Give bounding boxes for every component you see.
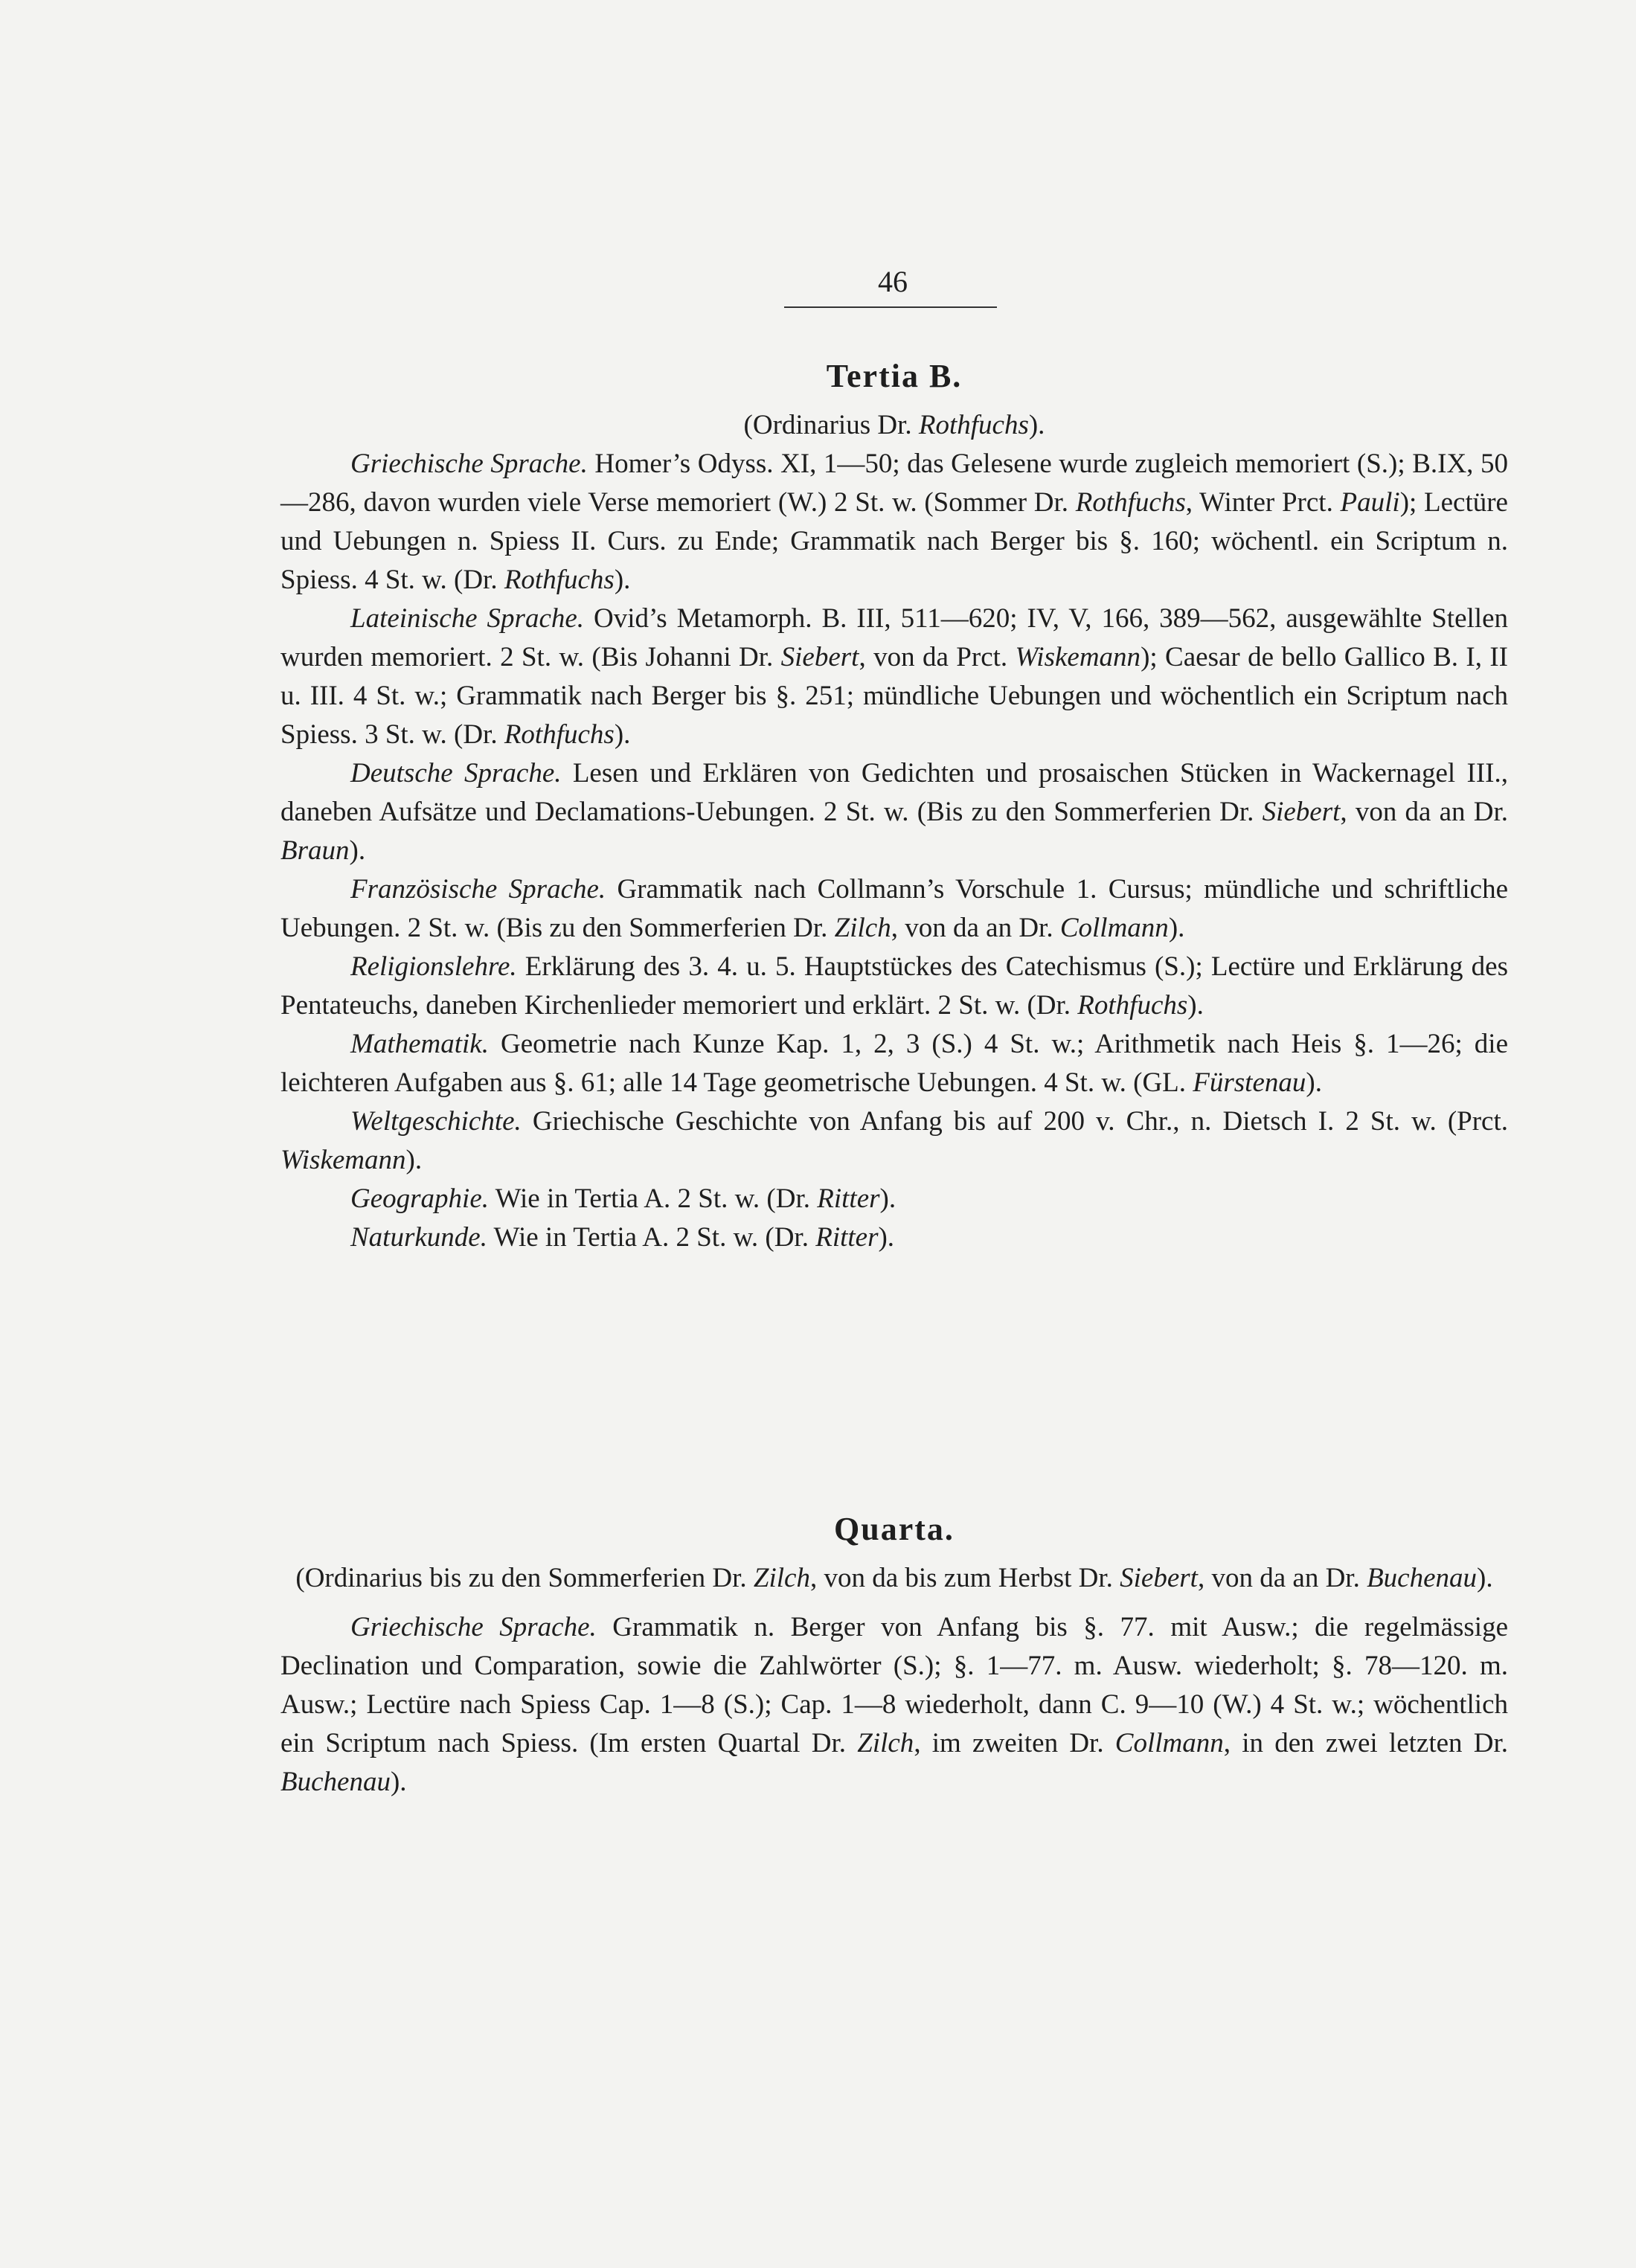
teacher-name: Buchenau [280,1767,391,1797]
teacher-name: Rothfuchs [1075,487,1186,518]
subject-label: Mathematik. [350,1029,489,1059]
section-quarta [280,1510,1508,1802]
subject-label: Deutsche Sprache. [350,758,562,788]
teacher-name: Zilch [857,1728,914,1758]
teacher-name: Fürstenau [1193,1067,1306,1098]
teacher-name: Siebert [1262,797,1341,827]
teacher-name: Siebert [780,642,859,672]
subject-label: Weltgeschichte. [350,1106,522,1137]
teacher-name: Collmann [1059,913,1169,943]
subject-paragraph-naturkunde: Naturkunde. Wie in Tertia A. 2 St. w. (Dr. Ritter). [350,1222,895,1253]
teacher-name: Buchenau [1367,1563,1478,1593]
teacher-name: Collmann [1114,1728,1224,1758]
teacher-name: Rothfuchs [504,565,615,595]
subject-paragraph-griechisch: Griechische Sprache. Grammatik n. Berger von Anfang bis §. 77. mit Ausw.; die regelmässige Declination und Comparation, sowie die Zahlwörter (S.); §. 1—77. m. Ausw. wiederholt; §. 78—120. m. Ausw.; Lectüre nach Spiess Cap. 1—8 (S.); Cap. 1—8 wiederholt, dann C. 9—10 (W.) 4 St. w.; wöchentlich ein Scriptum nach Spiess. (Im ersten Quartal Dr. Zilch, im zweiten Dr. Collmann, in den zwei letzten Dr. Buchenau). [280,1612,1509,1797]
teacher-name: Rothfuchs [918,410,1029,440]
teacher-name: Braun [280,835,350,866]
subject-label: Griechische Sprache. [350,1612,597,1642]
ordinarius-line: (Ordinarius bis zu den Sommerferien Dr. Zilch, von da bis zum Herbst Dr. Siebert, von da an Dr. Buchenau). [295,1563,1493,1593]
subject-label: Naturkunde. [350,1222,487,1253]
subject-paragraph-religion: Religionslehre. Erklärung des 3. 4. u. 5. Hauptstückes des Catechismus (S.); Lectüre und Erklärung des Pentateuchs, daneben Kirchenlieder memoriert und erklärt. 2 St. w. (Dr. Rothfuchs). [280,951,1508,1021]
subject-paragraph-weltgeschichte: Weltgeschichte. Griechische Geschichte von Anfang bis auf 200 v. Chr., n. Dietsch I. 2 St. w. (Prct. Wiskemann). [280,1106,1508,1175]
teacher-name: Zilch [834,913,891,943]
subject-label: Religionslehre. [350,951,517,982]
subject-label: Geographie. [350,1183,489,1214]
subject-label: Französische Sprache. [350,874,606,905]
teacher-name: Ritter [815,1222,879,1253]
teacher-name: Siebert [1120,1563,1198,1593]
teacher-name: Rothfuchs [504,719,615,750]
subject-paragraph-latein: Lateinische Sprache. Ovid’s Metamorph. B. III, 511—620; IV, V, 166, 389—562, ausgewählte Stellen wurden memoriert. 2 St. w. (Bis Johanni Dr. Siebert, von da Prct. Wiskemann); Caesar de bello Gallico B. I, II u. III. 4 St. w.; Grammatik nach Berger bis §. 251; mündliche Uebungen und wöchentlich ein Scriptum nach Spiess. 3 St. w. (Dr. Rothfuchs). [280,603,1508,750]
teacher-name: Wiskemann [280,1145,406,1175]
section-title: Tertia B. [826,358,963,394]
page-number-rule [784,306,997,308]
subject-label: Griechische Sprache. [350,449,588,479]
subject-paragraph-franzoesisch: Französische Sprache. Grammatik nach Collmann’s Vorschule 1. Cursus; mündliche und schriftliche Uebungen. 2 St. w. (Bis zu den Sommerferien Dr. Zilch, von da an Dr. Collmann). [280,874,1508,943]
subject-paragraph-deutsch: Deutsche Sprache. Lesen und Erklären von Gedichten und prosaischen Stücken in Wackernagel III., daneben Aufsätze und Declamations-Uebungen. 2 St. w. (Bis zu den Sommerferien Dr. Siebert, von da an Dr. Braun). [280,758,1508,866]
subject-label: Lateinische Sprache. [350,603,585,634]
teacher-name: Wiskemann [1015,642,1141,672]
section-tertia-b [280,357,1508,1257]
section-title: Quarta. [834,1511,955,1547]
teacher-name: Rothfuchs [1077,990,1188,1021]
subject-paragraph-mathematik: Mathematik. Geometrie nach Kunze Kap. 1, 2, 3 (S.) 4 St. w.; Arithmetik nach Heis §. 1—26; die leichteren Aufgaben aus §. 61; alle 14 Tage geometrische Uebungen. 4 St. w. (GL. Fürstenau). [280,1029,1508,1098]
teacher-name: Zilch [753,1563,810,1593]
page-number: 46 [878,265,908,298]
subject-paragraph-griechisch: Griechische Sprache. Homer’s Odyss. XI, 1—50; das Gelesene wurde zugleich memoriert (S.); B.IX, 50—286, davon wurden viele Verse memoriert (W.) 2 St. w. (Sommer Dr. Rothfuchs, Winter Prct. Pauli); Lectüre und Uebungen n. Spiess II. Curs. zu Ende; Grammatik nach Berger bis §. 160; wöchentl. ein Scriptum n. Spiess. 4 St. w. (Dr. Rothfuchs). [280,449,1508,595]
ordinarius-line: (Ordinarius Dr. Rothfuchs). [743,410,1045,440]
subject-paragraph-geographie: Geographie. Wie in Tertia A. 2 St. w. (Dr. Ritter). [350,1183,896,1214]
teacher-name: Pauli [1340,487,1400,518]
teacher-name: Ritter [817,1183,880,1214]
